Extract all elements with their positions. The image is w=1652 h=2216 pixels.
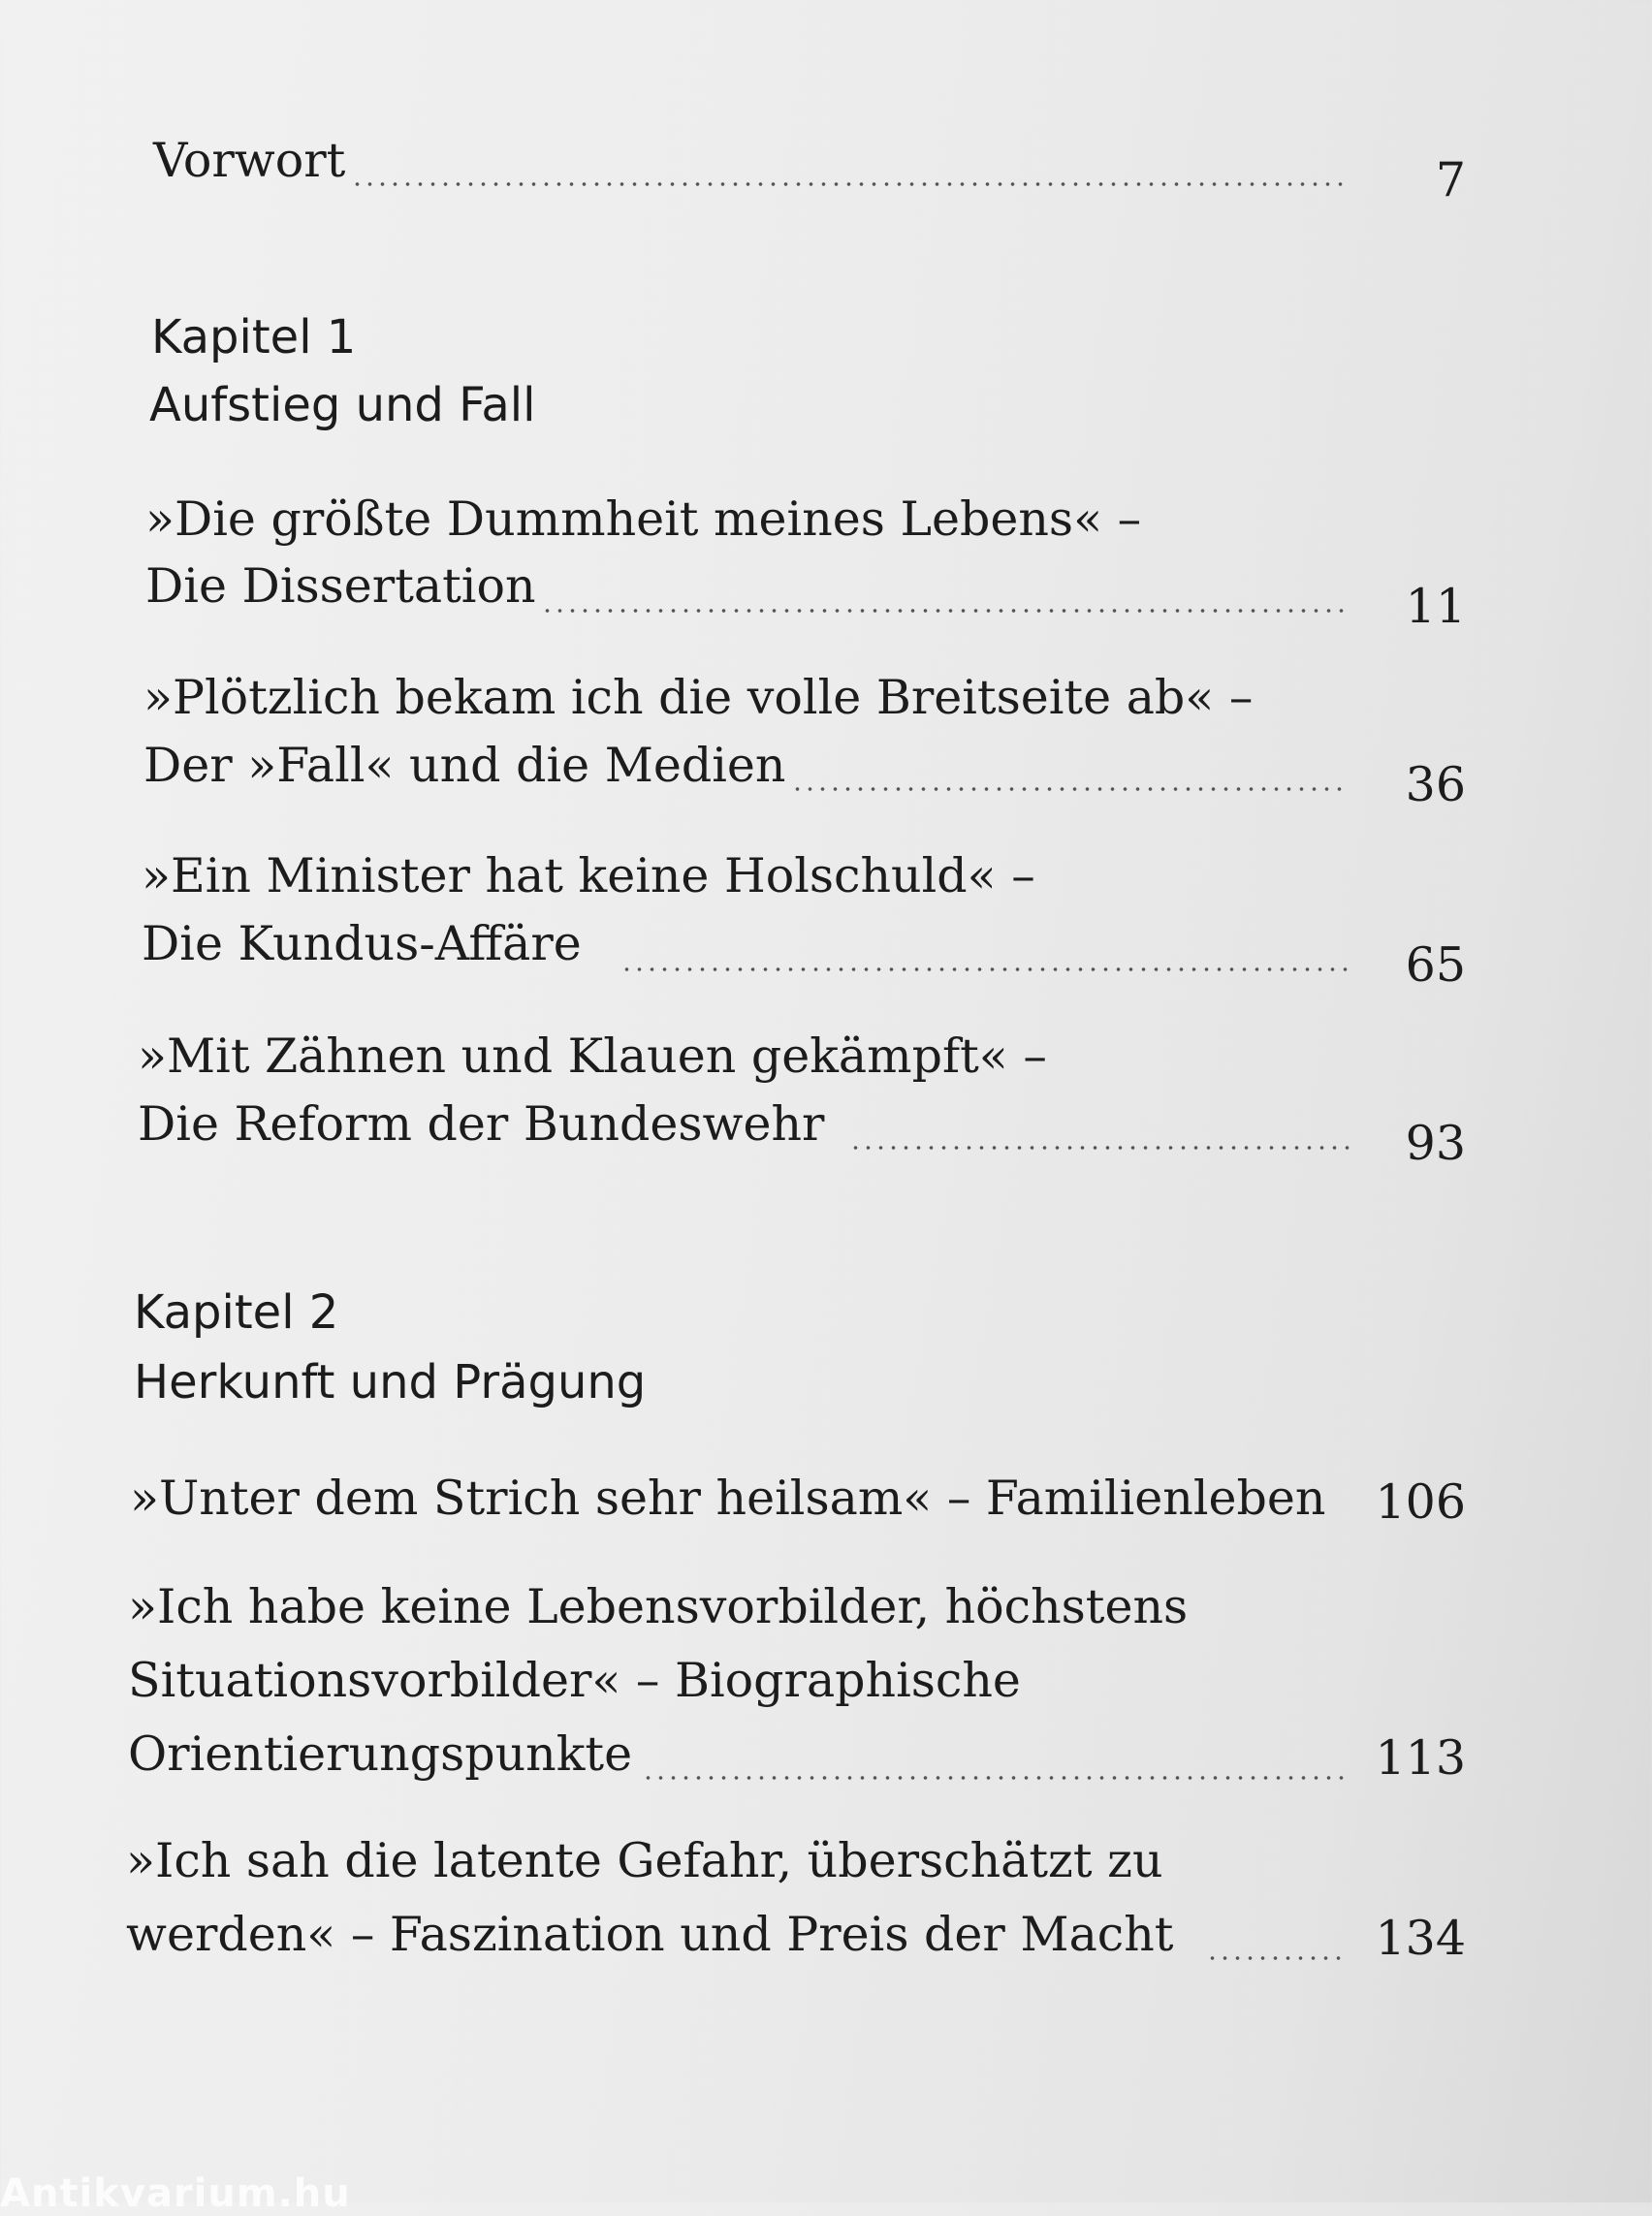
toc-entry-line2: Situationsvorbilder« – Biographische: [128, 1653, 1021, 1708]
toc-entry-line3: Orientierungspunkte: [128, 1726, 633, 1782]
toc-entry-line1: »Ein Minister hat keine Holschuld« –: [142, 848, 1035, 903]
chapter1-label: Kapitel 1: [151, 310, 357, 364]
toc-entry-line2: Die Kundus-Affäre: [142, 916, 582, 971]
toc-entry-page-number: 134: [1375, 1911, 1466, 1966]
toc-entry-line1: »Unter dem Strich sehr heilsam« – Familienleben: [130, 1471, 1326, 1526]
chapter2-label: Kapitel 2: [134, 1285, 339, 1340]
toc-entry-line1: »Ich habe keine Lebensvorbilder, höchstens: [128, 1579, 1189, 1634]
dot-leader: [791, 785, 1350, 793]
toc-entry-line1: »Ich sah die latente Gefahr, überschätzt zu: [126, 1833, 1163, 1888]
toc-entry-page-number: 113: [1375, 1730, 1466, 1786]
toc-entry-line2: Die Dissertation: [145, 558, 536, 614]
dot-leader: [351, 180, 1350, 188]
toc-entry-line1: »Mit Zähnen und Klauen gekämpft« –: [138, 1029, 1047, 1084]
dot-leader: [642, 1774, 1350, 1782]
dot-leader: [620, 966, 1350, 973]
toc-entry-line1: »Die größte Dummheit meines Lebens« –: [145, 491, 1142, 547]
watermark-logo: Antikvarium.hu: [0, 2171, 351, 2216]
toc-entry-line1: »Plötzlich bekam ich die volle Breitseite ab« –: [143, 670, 1254, 725]
dot-leader: [541, 607, 1350, 615]
dot-leader: [849, 1144, 1350, 1152]
toc-entry-page-number: 11: [1405, 579, 1466, 634]
toc-entry-page-number: 93: [1405, 1116, 1466, 1171]
toc-entry-line2: werden« – Faszination und Preis der Macht: [126, 1907, 1174, 1962]
toc-entry-line2: Die Reform der Bundeswehr: [138, 1096, 825, 1152]
toc-entry-page-number: 106: [1375, 1474, 1466, 1530]
chapter1-title: Aufstieg und Fall: [149, 378, 536, 432]
vorwort-title: Vorwort: [153, 133, 346, 188]
vorwort-page-number: 7: [1435, 152, 1466, 207]
chapter2-title: Herkunft und Prägung: [134, 1355, 647, 1409]
toc-entry-page-number: 36: [1405, 757, 1466, 812]
toc-entry-line2: Der »Fall« und die Medien: [143, 738, 786, 793]
toc-entry-page-number: 65: [1405, 937, 1466, 993]
